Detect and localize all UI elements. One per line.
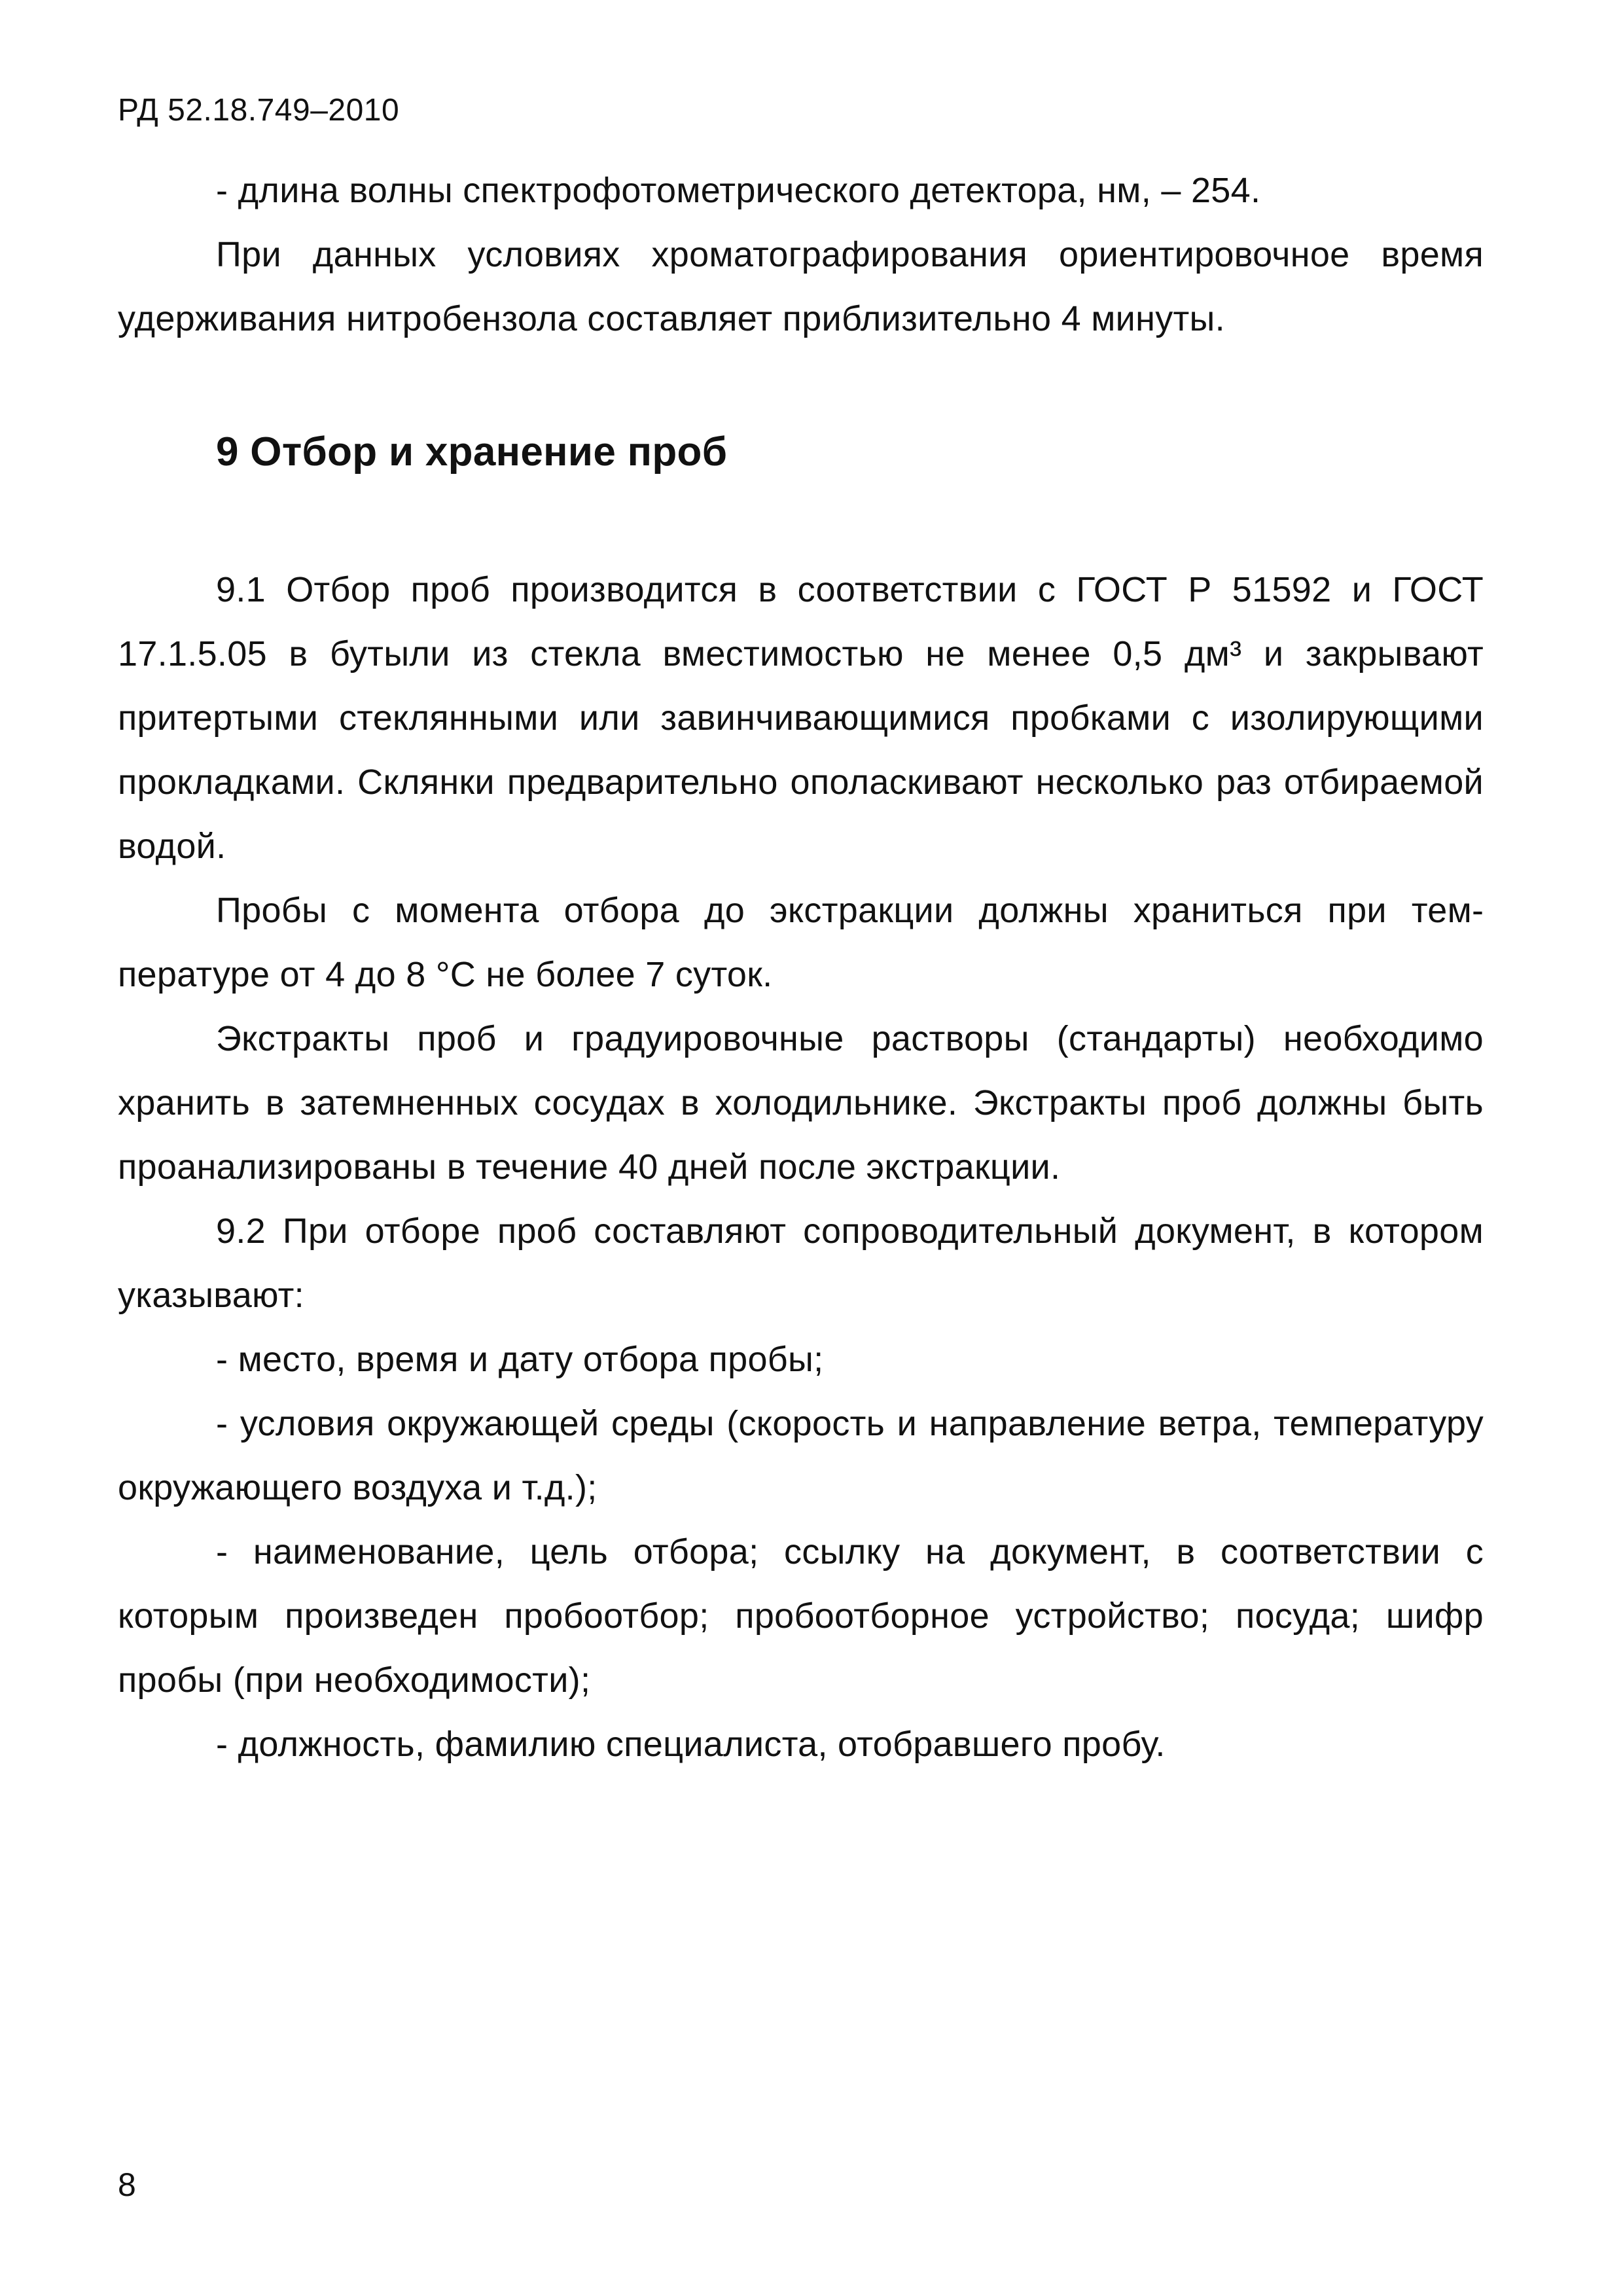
intro-paragraph: При данных условиях хроматографирования ориентировочное время удерживания нитробензола составляет приблизительно 4 минуты. [118, 235, 1484, 338]
paragraph-9-2: 9.2 При отборе проб составляют сопроводительный документ, в котором указывают: [118, 1211, 1484, 1315]
list-item: - условия окружающей среды (скорость и направление ветра, температуру окружающего воздуха и т.д.); [118, 1404, 1484, 1507]
paragraph-storage: Пробы с момента отбора до экстракции должны храниться при температуре от 4 до 8 °С не более 7 суток. [118, 891, 1484, 994]
section-heading: 9 Отбор и хранение проб [216, 429, 728, 475]
intro-list-item: - длина волны спектрофотометрического детектора, нм, – 254. [216, 171, 1261, 210]
paragraph-extracts: Экстракты проб и градуировочные растворы (стандарты) необходимо хранить в затемненных сосудах в холодильнике. Экстракты проб должны быть проанализированы в течение 40 дней после экстракции. [118, 1019, 1484, 1187]
document-code: РД 52.18.749–2010 [118, 93, 400, 128]
list-item: - место, время и дату отбора пробы; [216, 1340, 824, 1379]
list-item: - должность, фамилию специалиста, отобравшего пробу. [216, 1725, 1166, 1764]
paragraph-9-1: 9.1 Отбор проб производится в соответствии с ГОСТ Р 51592 и ГОСТ 17.1.5.05 в бутыли из стекла вместимостью не менее 0,5 дм³ и закрывают притертыми стеклянными или завинчивающимися пробками с изолирующими прокладками. Склянки предварительно ополаскивают несколько раз отбираемой водой. [118, 570, 1484, 866]
page-content [118, 158, 1484, 1776]
list-item: - наименование, цель отбора; ссылку на документ, в соответствии с которым произведен пробоотбор; пробоотборное устройство; посуда; шифр пробы (при необходимости); [118, 1532, 1484, 1700]
page-number: 8 [118, 2166, 136, 2203]
